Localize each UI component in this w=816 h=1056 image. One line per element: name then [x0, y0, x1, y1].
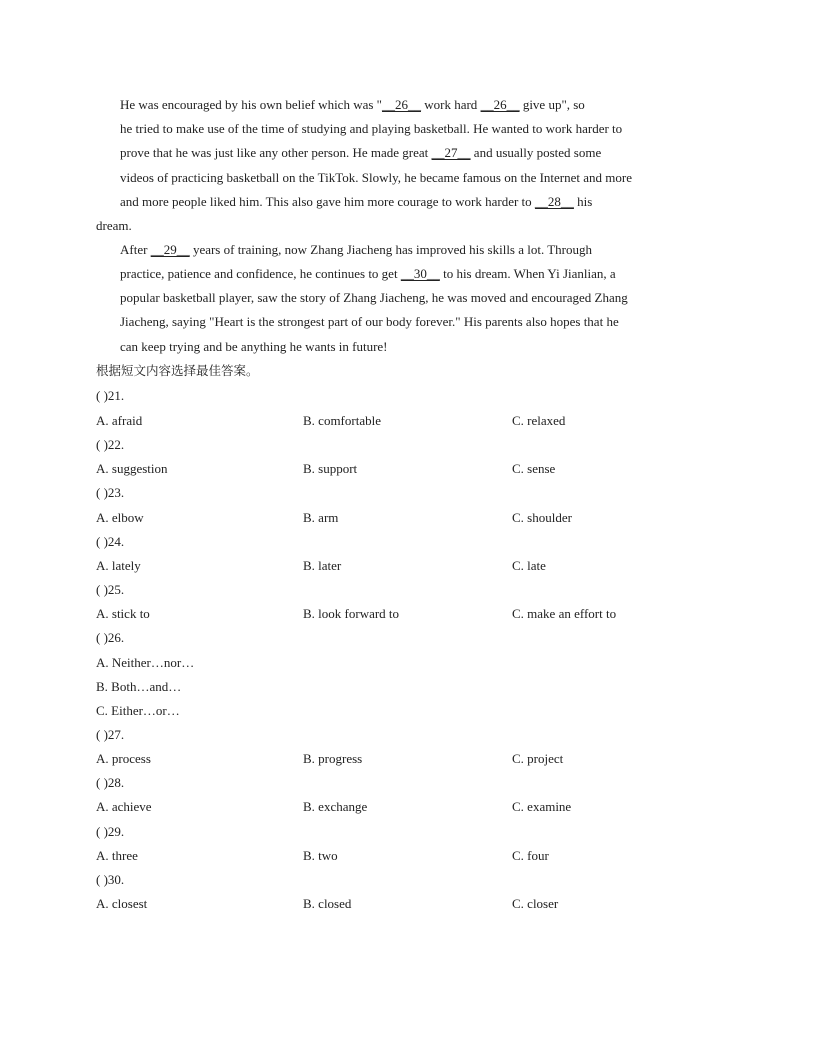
- blank-29: __29__: [150, 242, 190, 257]
- question-number-30: ( )30.: [96, 872, 125, 887]
- question-number-23: ( )23.: [96, 485, 125, 500]
- passage-line-7: [120, 242, 592, 258]
- option-25-a[interactable]: A. stick to: [96, 606, 150, 621]
- option-27-a[interactable]: A. process: [96, 751, 151, 766]
- option-24-a[interactable]: A. lately: [96, 558, 141, 573]
- option-28-a[interactable]: A. achieve: [96, 799, 152, 814]
- option-22-c[interactable]: C. sense: [512, 461, 556, 476]
- passage-text: and more people liked him. This also gave him more courage to work harder to: [120, 194, 535, 209]
- option-26-c[interactable]: C. Either…or…: [96, 703, 180, 718]
- passage-line-2: he tried to make use of the time of studying and playing basketball. He wanted to work harder to: [120, 121, 623, 136]
- passage-text: He was encouraged by his own belief which was ": [120, 97, 382, 112]
- option-29-a[interactable]: A. three: [96, 848, 138, 863]
- passage-text: his: [573, 194, 593, 209]
- passage-text: work hard: [420, 97, 481, 112]
- option-21-b[interactable]: B. comfortable: [303, 413, 381, 428]
- blank-30: __30__: [400, 266, 440, 281]
- instruction: 根据短文内容选择最佳答案。: [96, 363, 259, 378]
- option-23-a[interactable]: A. elbow: [96, 510, 144, 525]
- blank-28: __28__: [534, 194, 574, 209]
- passage-text: prove that he was just like any other person. He made great: [120, 145, 432, 160]
- question-number-25: ( )25.: [96, 582, 125, 597]
- option-28-b[interactable]: B. exchange: [303, 799, 368, 814]
- option-29-c[interactable]: C. four: [512, 848, 549, 863]
- option-21-a[interactable]: A. afraid: [96, 413, 143, 428]
- option-27-b[interactable]: B. progress: [303, 751, 363, 766]
- question-number-27: ( )27.: [96, 727, 125, 742]
- option-25-b[interactable]: B. look forward to: [303, 606, 400, 621]
- passage-text: and usually posted some: [470, 145, 602, 160]
- question-number-26: ( )26.: [96, 630, 125, 645]
- passage-line-11: can keep trying and be anything he wants in future!: [120, 339, 388, 354]
- option-22-b[interactable]: B. support: [303, 461, 358, 476]
- passage-line-3: [120, 145, 601, 161]
- option-26-a[interactable]: A. Neither…nor…: [96, 655, 195, 670]
- passage-text: years of training, now Zhang Jiacheng has improved his skills a lot. Through: [189, 242, 593, 257]
- blank-26: __26__: [480, 97, 520, 112]
- passage-line-5: [120, 194, 592, 210]
- option-30-b[interactable]: B. closed: [303, 896, 352, 911]
- option-23-c[interactable]: C. shoulder: [512, 510, 572, 525]
- passage-line-4: videos of practicing basketball on the TikTok. Slowly, he became famous on the Internet and more: [120, 170, 632, 185]
- option-22-a[interactable]: A. suggestion: [96, 461, 168, 476]
- option-28-c[interactable]: C. examine: [512, 799, 572, 814]
- option-26-b[interactable]: B. Both…and…: [96, 679, 182, 694]
- question-number-24: ( )24.: [96, 534, 125, 549]
- passage-text: practice, patience and confidence, he continues to get: [120, 266, 401, 281]
- question-number-28: ( )28.: [96, 775, 125, 790]
- option-29-b[interactable]: B. two: [303, 848, 338, 863]
- option-30-a[interactable]: A. closest: [96, 896, 148, 911]
- passage-line-10: Jiacheng, saying "Heart is the strongest part of our body forever." His parents also hopes that he: [120, 314, 619, 329]
- passage-text: After: [120, 242, 151, 257]
- option-30-c[interactable]: C. closer: [512, 896, 559, 911]
- passage-text: give up", so: [519, 97, 585, 112]
- option-24-b[interactable]: B. later: [303, 558, 342, 573]
- passage-line-6: dream.: [96, 218, 132, 233]
- question-number-22: ( )22.: [96, 437, 125, 452]
- blank-26: __26__: [381, 97, 421, 112]
- blank-27: __27__: [431, 145, 471, 160]
- passage-text: to his dream. When Yi Jianlian, a: [439, 266, 616, 281]
- option-24-c[interactable]: C. late: [512, 558, 546, 573]
- passage-line-9: popular basketball player, saw the story of Zhang Jiacheng, he was moved and encouraged Zhang: [120, 290, 628, 305]
- option-21-c[interactable]: C. relaxed: [512, 413, 566, 428]
- question-number-29: ( )29.: [96, 824, 125, 839]
- option-23-b[interactable]: B. arm: [303, 510, 339, 525]
- option-25-c[interactable]: C. make an effort to: [512, 606, 617, 621]
- option-27-c[interactable]: C. project: [512, 751, 564, 766]
- question-number-21: ( )21.: [96, 388, 125, 403]
- passage-line-1: [120, 97, 585, 113]
- passage-line-8: [120, 266, 616, 282]
